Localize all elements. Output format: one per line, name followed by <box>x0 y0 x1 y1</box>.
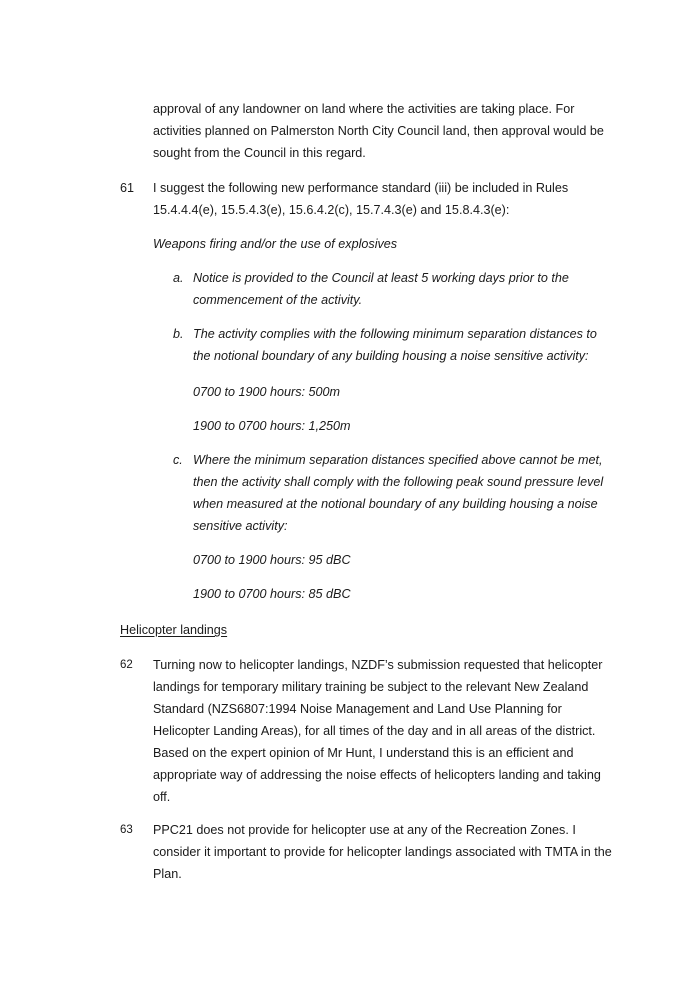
continuation-line: sought from the Council in this regard. <box>153 146 366 160</box>
continuation-line: activities planned on Palmerston North City Council land, then approval would be <box>153 124 604 138</box>
paragraph-61-line: 15.4.4.4(e), 15.5.4.3(e), 15.6.4.2(c), 15.7.4.3(e) and 15.8.4.3(e): <box>153 203 510 217</box>
paragraph-number-63: 63 <box>120 824 133 836</box>
paragraph-number-61: 61 <box>120 181 135 195</box>
paragraph-number-62: 62 <box>120 659 133 671</box>
paragraph-62-line: Helicopter Landing Areas), for all times of the day and in all areas of the district. <box>153 724 596 738</box>
paragraph-63-line: consider it important to provide for helicopter landings associated with TMTA in the <box>153 845 612 859</box>
item-c-line: Where the minimum separation distances specified above cannot be met, <box>193 453 603 467</box>
section-heading: Helicopter landings <box>120 623 228 637</box>
paragraph-62-line: appropriate way of addressing the noise effects of helicopters landing and taking <box>153 768 601 782</box>
item-a-marker: a. <box>173 271 184 285</box>
paragraph-63-line: PPC21 does not provide for helicopter use at any of the Recreation Zones. I <box>153 823 576 837</box>
item-b-marker: b. <box>173 327 184 341</box>
item-c-line: sensitive activity: <box>193 519 288 533</box>
item-b-value: 1900 to 0700 hours: 1,250m <box>193 419 351 433</box>
item-c-line: when measured at the notional boundary of any building housing a noise <box>193 497 598 511</box>
paragraph-62-line: Standard (NZS6807:1994 Noise Management and Land Use Planning for <box>153 702 562 716</box>
paragraph-62-line: off. <box>153 790 171 804</box>
item-c-line: then the activity shall comply with the following peak sound pressure level <box>193 475 604 489</box>
item-a-line: commencement of the activity. <box>193 293 363 307</box>
item-b-line: the notional boundary of any building housing a noise sensitive activity: <box>193 349 589 363</box>
paragraph-63-line: Plan. <box>153 867 182 881</box>
item-a-line: Notice is provided to the Council at least 5 working days prior to the <box>193 271 569 285</box>
paragraph-62-line: Turning now to helicopter landings, NZDF’s submission requested that helicopter <box>153 658 603 672</box>
continuation-line: approval of any landowner on land where the activities are taking place. For <box>153 102 575 116</box>
paragraph-62-line: landings for temporary military training be subject to the relevant New Zealand <box>153 680 589 694</box>
item-c-marker: c. <box>173 453 183 467</box>
item-c-value: 1900 to 0700 hours: 85 dBC <box>193 587 351 601</box>
paragraph-62-line: Based on the expert opinion of Mr Hunt, I understand this is an efficient and <box>153 746 574 760</box>
item-b-line: The activity complies with the following minimum separation distances to <box>193 327 597 341</box>
item-c-value: 0700 to 1900 hours: 95 dBC <box>193 553 351 567</box>
standard-title: Weapons firing and/or the use of explosives <box>153 237 398 251</box>
paragraph-61-line: I suggest the following new performance standard (iii) be included in Rules <box>153 181 569 195</box>
item-b-value: 0700 to 1900 hours: 500m <box>193 385 341 399</box>
